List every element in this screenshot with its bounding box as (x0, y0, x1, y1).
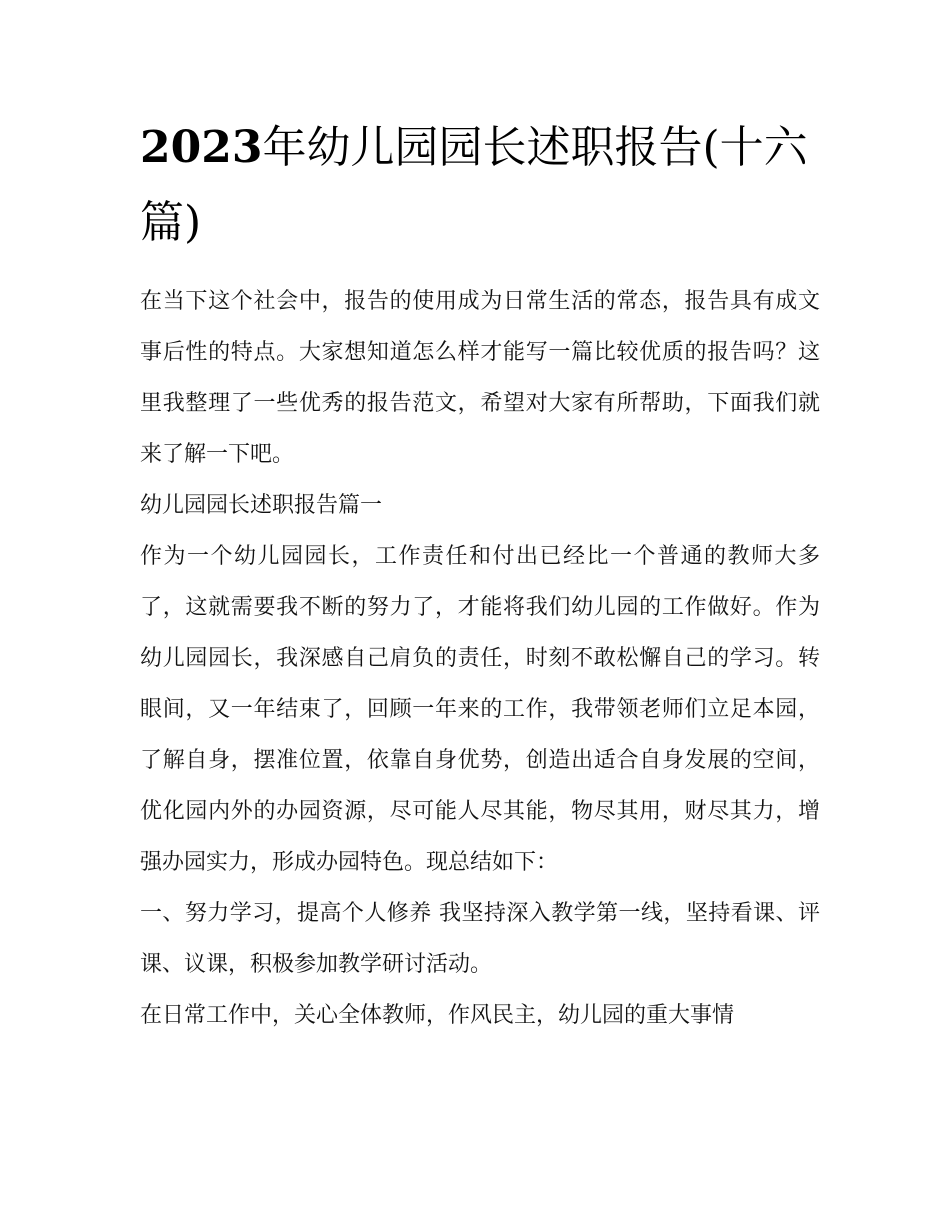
title-text: 年幼儿园园长述职报告(十六篇) (140, 122, 808, 248)
title-year: 2023 (140, 122, 263, 173)
document-title (140, 110, 820, 260)
body-paragraph: 在日常工作中，关心全体教师，作风民主，幼儿园的重大事情 (140, 1003, 735, 1028)
body-paragraph: 作为一个幼儿园园长，工作责任和付出已经比一个普通的教师大多了，这就需要我不断的努力了，才能将我们幼儿园的工作做好。作为幼儿园园长，我深感自己肩负的责任，时刻不敢松懈自己的学习。转眼间，又一年结束了，回顾一年来的工作，我带领老师们立足本园，了解自身，摆准位置，依靠自身优势，创造出适合自身发展的空间，优化园内外的办园资源，尽可能人尽其能，物尽其用，财尽其力，增强办园实力，形成办园特色。现总结如下： (140, 544, 820, 875)
document-body (140, 276, 820, 1041)
body-paragraph: 一、努力学习，提高个人修养 我坚持深入教学第一线，坚持看课、评课、议课，积极参加教学研讨活动。 (140, 901, 820, 977)
section-heading: 幼儿园园长述职报告篇一 (140, 493, 383, 518)
intro-paragraph: 在当下这个社会中，报告的使用成为日常生活的常态，报告具有成文事后性的特点。大家想知道怎么样才能写一篇比较优质的报告吗？这里我整理了一些优秀的报告范文，希望对大家有所帮助，下面我们就来了解一下吧。 (140, 289, 820, 467)
